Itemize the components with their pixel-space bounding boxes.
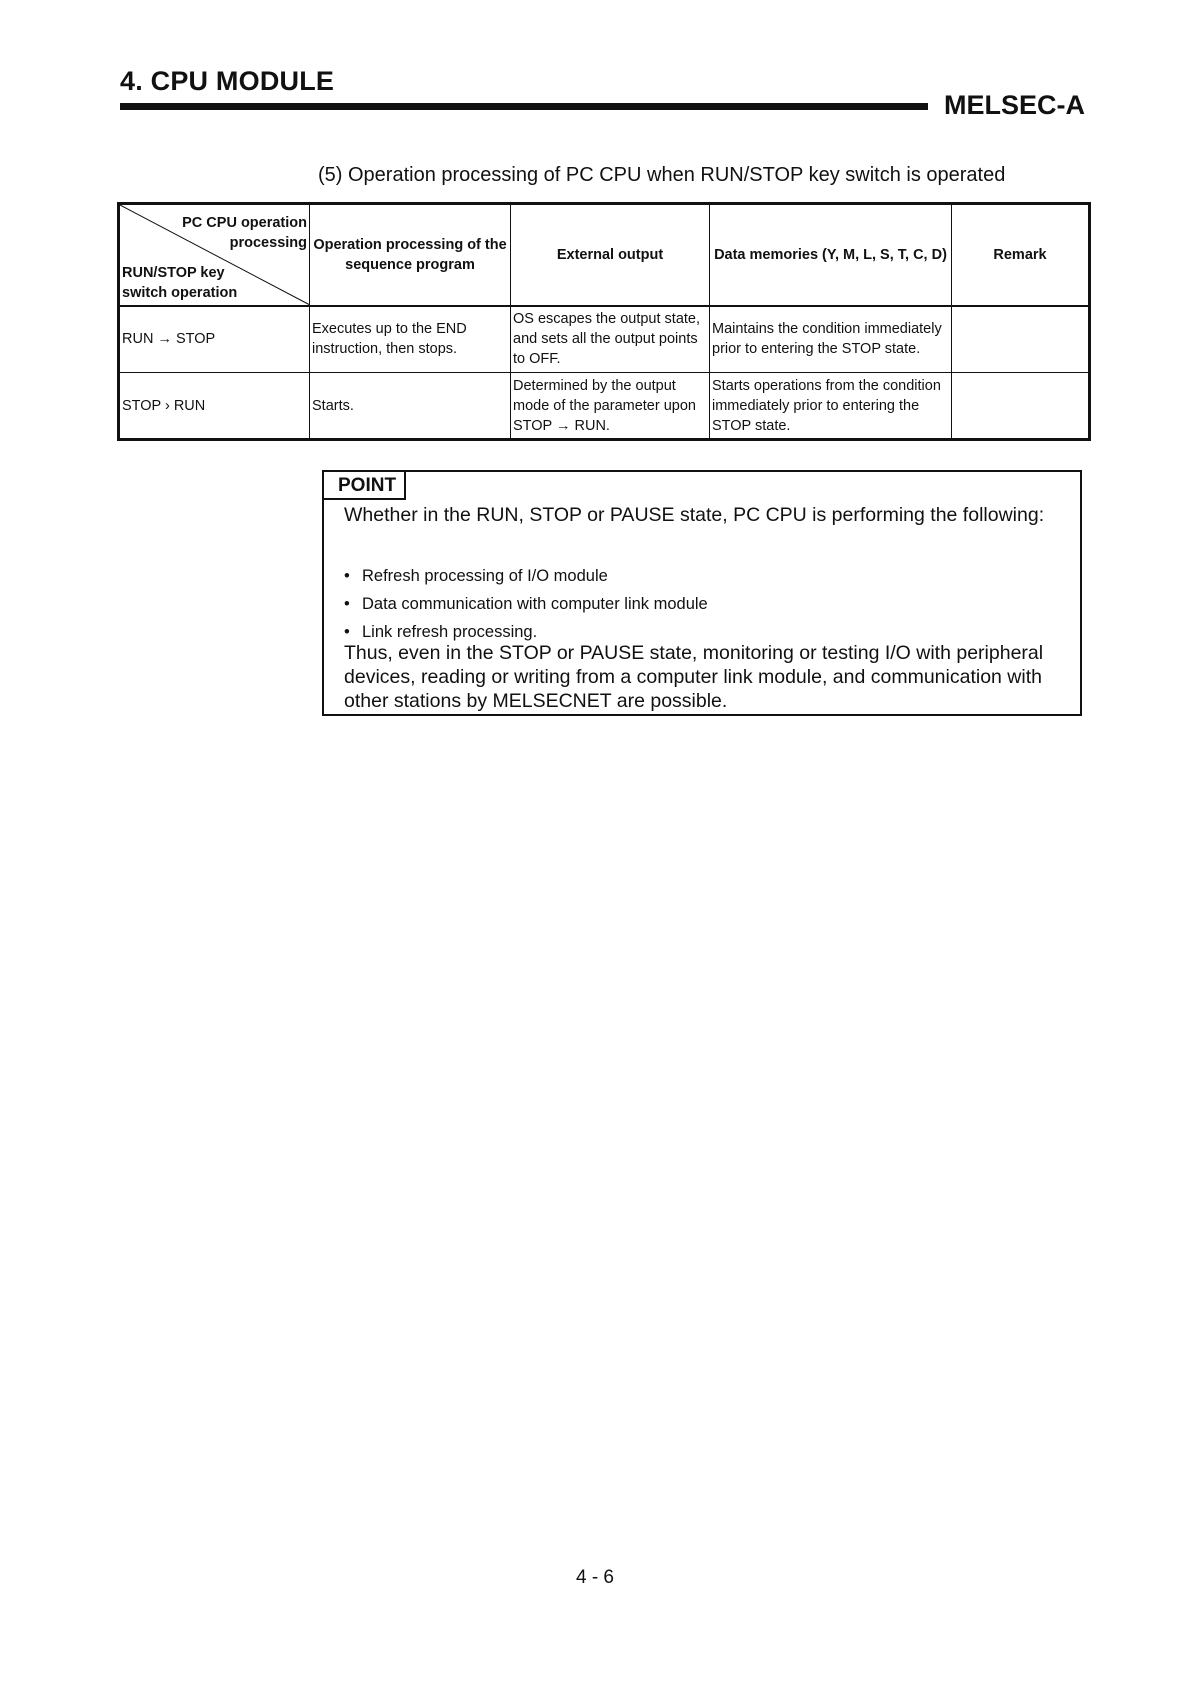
column-header: Operation processing of the sequence program	[310, 204, 511, 306]
table-row	[119, 306, 1090, 373]
column-header: Data memories (Y, M, L, S, T, C, D)	[710, 204, 952, 306]
cell-sequence: Starts.	[310, 373, 511, 440]
point-intro: Whether in the RUN, STOP or PAUSE state, PC CPU is performing the following:	[344, 504, 1045, 526]
bullet-icon: •	[344, 567, 350, 585]
cell-data-memories: Maintains the condition immediately prior to entering the STOP state.	[710, 306, 952, 373]
corner-bottom-line2: switch operation	[122, 284, 238, 301]
table-corner-cell	[119, 204, 310, 306]
bullet-icon: •	[344, 623, 350, 641]
cell-sequence: Executes up to the END instruction, then stops.	[310, 306, 511, 373]
cell-external-output: Determined by the output mode of the parameter upon STOP → RUN.	[511, 373, 710, 440]
list-item	[344, 590, 708, 618]
page-number: 4 - 6	[575, 1567, 615, 1588]
cell-remark	[952, 306, 1090, 373]
column-header: Remark	[952, 204, 1090, 306]
list-item	[344, 562, 708, 590]
operation-table	[117, 202, 1091, 441]
cell-operation: STOP › RUN	[119, 373, 310, 440]
chapter-title: 4. CPU MODULE	[120, 66, 335, 96]
table-header-row	[119, 204, 1090, 306]
bullet-icon: •	[344, 595, 350, 613]
corner-top-label	[182, 213, 307, 253]
cell-data-memories: Starts operations from the condition immediately prior to entering the STOP state.	[710, 373, 952, 440]
point-conclusion: Thus, even in the STOP or PAUSE state, monitoring or testing I/O with peripheral devices, reading or writing from a computer link module, and communication with other stations by MELSECNET are possible.	[344, 642, 1044, 712]
table-row	[119, 373, 1090, 440]
cell-external-output: OS escapes the output state, and sets all the output points to OFF.	[511, 306, 710, 373]
point-box	[322, 470, 1082, 716]
point-label: POINT	[324, 472, 406, 500]
list-item-text: Link refresh processing.	[362, 623, 538, 641]
list-item-text: Refresh processing of I/O module	[362, 567, 608, 585]
brand-label: MELSEC-A	[944, 90, 1085, 120]
section-heading: (5) Operation processing of PC CPU when RUN/STOP key switch is operated	[318, 164, 1006, 186]
list-item-text: Data communication with computer link module	[362, 595, 708, 613]
cell-operation: RUN → STOP	[119, 306, 310, 373]
corner-bottom-label	[122, 263, 237, 303]
corner-top-line2: processing	[229, 235, 307, 251]
column-header: External output	[511, 204, 710, 306]
header-rule	[120, 103, 928, 110]
corner-top-line1: PC CPU operation	[182, 215, 307, 231]
corner-bottom-line1: RUN/STOP key	[122, 264, 225, 281]
cell-remark	[952, 373, 1090, 440]
point-list	[344, 562, 708, 646]
